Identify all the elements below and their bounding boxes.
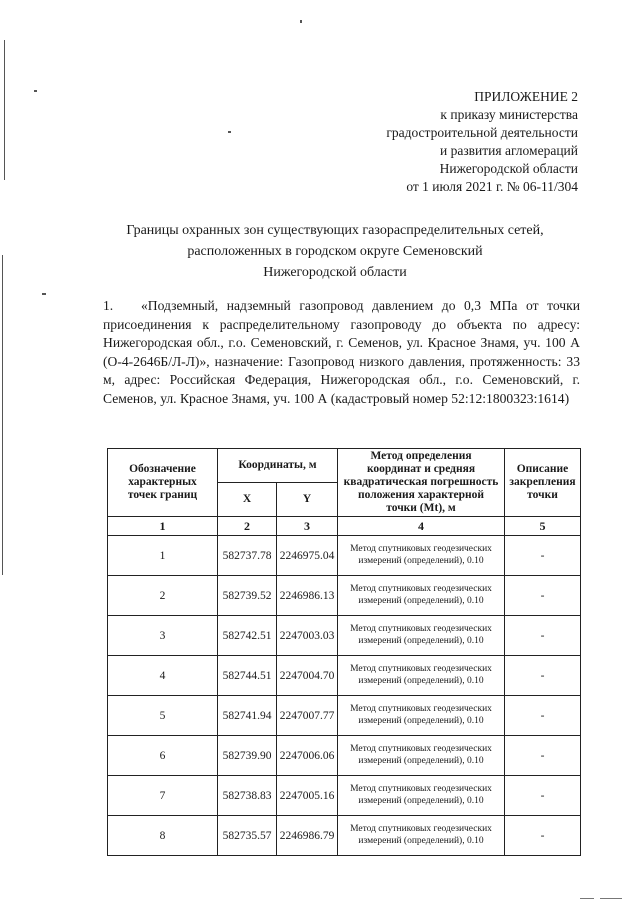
- cell-description: -: [505, 696, 581, 736]
- column-number: 4: [338, 517, 505, 536]
- scan-footer-dash: [580, 898, 594, 899]
- cell-method: Метод спутниковых геодезических измерений (определений), 0.10: [338, 696, 505, 736]
- title-line: Границы охранных зон существующих газораспределительных сетей,: [126, 223, 544, 238]
- table-row: [108, 696, 581, 736]
- cell-method: Метод спутниковых геодезических измерений (определений), 0.10: [338, 736, 505, 776]
- header-point: Обозначение характерных точек границ: [108, 449, 218, 517]
- cell-point: 3: [108, 616, 218, 656]
- cell-x: 582738.83: [218, 776, 277, 816]
- column-number: 2: [218, 517, 277, 536]
- document-title: [100, 220, 570, 283]
- cell-description: -: [505, 736, 581, 776]
- cell-point: 1: [108, 536, 218, 576]
- header-description: Описание закрепления точки: [505, 449, 581, 517]
- cell-y: 2247005.16: [277, 776, 338, 816]
- table-row: [108, 576, 581, 616]
- cell-x: 582737.78: [218, 536, 277, 576]
- appendix-line: Нижегородской области: [439, 161, 578, 176]
- cell-description: -: [505, 656, 581, 696]
- header-x: X: [218, 483, 277, 517]
- scan-edge-mark: [4, 40, 5, 180]
- cell-point: 4: [108, 656, 218, 696]
- cell-description: -: [505, 776, 581, 816]
- title-line: Нижегородской области: [263, 265, 407, 280]
- cell-x: 582742.51: [218, 616, 277, 656]
- cell-method: Метод спутниковых геодезических измерений (определений), 0.10: [338, 816, 505, 856]
- cell-description: -: [505, 536, 581, 576]
- header-coords: Координаты, м: [218, 449, 338, 483]
- table-row: [108, 816, 581, 856]
- scan-speck: [34, 90, 37, 92]
- table-row: [108, 736, 581, 776]
- scan-footer-dash: [600, 898, 622, 899]
- table-row: [108, 776, 581, 816]
- cell-x: 582739.90: [218, 736, 277, 776]
- column-number: 5: [505, 517, 581, 536]
- cell-method: Метод спутниковых геодезических измерений (определений), 0.10: [338, 576, 505, 616]
- cell-description: -: [505, 816, 581, 856]
- header-y: Y: [277, 483, 338, 517]
- column-number: 3: [277, 517, 338, 536]
- table-row: [108, 536, 581, 576]
- cell-y: 2247004.70: [277, 656, 338, 696]
- appendix-line: к приказу министерства: [440, 107, 578, 122]
- paragraph-text: «Подземный, надземный газопровод давлением до 0,3 МПа от точки присоединения к распределительному газопроводу до объекта по адресу: Нижегородская обл., г.о. Семеновский, г. Семенов, ул. Красное Знамя, уч. 100 А (О-4-2646Б/Л-Л)», назначение: Газопровод низкого давления, протяженность: 33 м, адрес: Российская Федерация, Нижегородская обл., г.о. Семеновский, г. Семенов, ул. Красное Знамя, уч. 100 А (кадастровый номер 52:12:1800323:1614): [103, 298, 580, 406]
- table-row: [108, 656, 581, 696]
- column-numbers-row: [108, 517, 581, 536]
- header-method: Метод определения координат и средняя квадратическая погрешность положения характерной точки (Mt), м: [338, 449, 505, 517]
- cell-y: 2247006.06: [277, 736, 338, 776]
- cell-method: Метод спутниковых геодезических измерений (определений), 0.10: [338, 776, 505, 816]
- cell-method: Метод спутниковых геодезических измерений (определений), 0.10: [338, 656, 505, 696]
- cell-x: 582739.52: [218, 576, 277, 616]
- cell-point: 6: [108, 736, 218, 776]
- appendix-line: и развития агломераций: [439, 143, 578, 158]
- cell-y: 2246975.04: [277, 536, 338, 576]
- cell-x: 582744.51: [218, 656, 277, 696]
- appendix-line: от 1 июля 2021 г. № 06-11/304: [406, 179, 578, 194]
- appendix-title: ПРИЛОЖЕНИЕ 2: [474, 89, 578, 104]
- cell-point: 7: [108, 776, 218, 816]
- cell-y: 2247007.77: [277, 696, 338, 736]
- cell-description: -: [505, 616, 581, 656]
- appendix-block: [278, 88, 578, 196]
- cell-y: 2246986.79: [277, 816, 338, 856]
- scan-speck: [228, 131, 231, 133]
- cell-point: 5: [108, 696, 218, 736]
- paragraph-number: 1.: [103, 298, 114, 313]
- scan-speck: [42, 293, 46, 295]
- cell-point: 8: [108, 816, 218, 856]
- cell-description: -: [505, 576, 581, 616]
- cell-y: 2246986.13: [277, 576, 338, 616]
- appendix-line: градостроительной деятельности: [386, 125, 578, 140]
- cell-point: 2: [108, 576, 218, 616]
- table-row: [108, 616, 581, 656]
- coordinates-table: [107, 448, 581, 856]
- column-number: 1: [108, 517, 218, 536]
- cell-x: 582741.94: [218, 696, 277, 736]
- title-line: расположенных в городском округе Семеновский: [187, 244, 483, 259]
- cell-method: Метод спутниковых геодезических измерений (определений), 0.10: [338, 616, 505, 656]
- scan-speck: [300, 20, 302, 23]
- cell-x: 582735.57: [218, 816, 277, 856]
- object-description: [103, 297, 580, 408]
- cell-method: Метод спутниковых геодезических измерений (определений), 0.10: [338, 536, 505, 576]
- scan-edge-mark: [2, 255, 3, 575]
- cell-y: 2247003.03: [277, 616, 338, 656]
